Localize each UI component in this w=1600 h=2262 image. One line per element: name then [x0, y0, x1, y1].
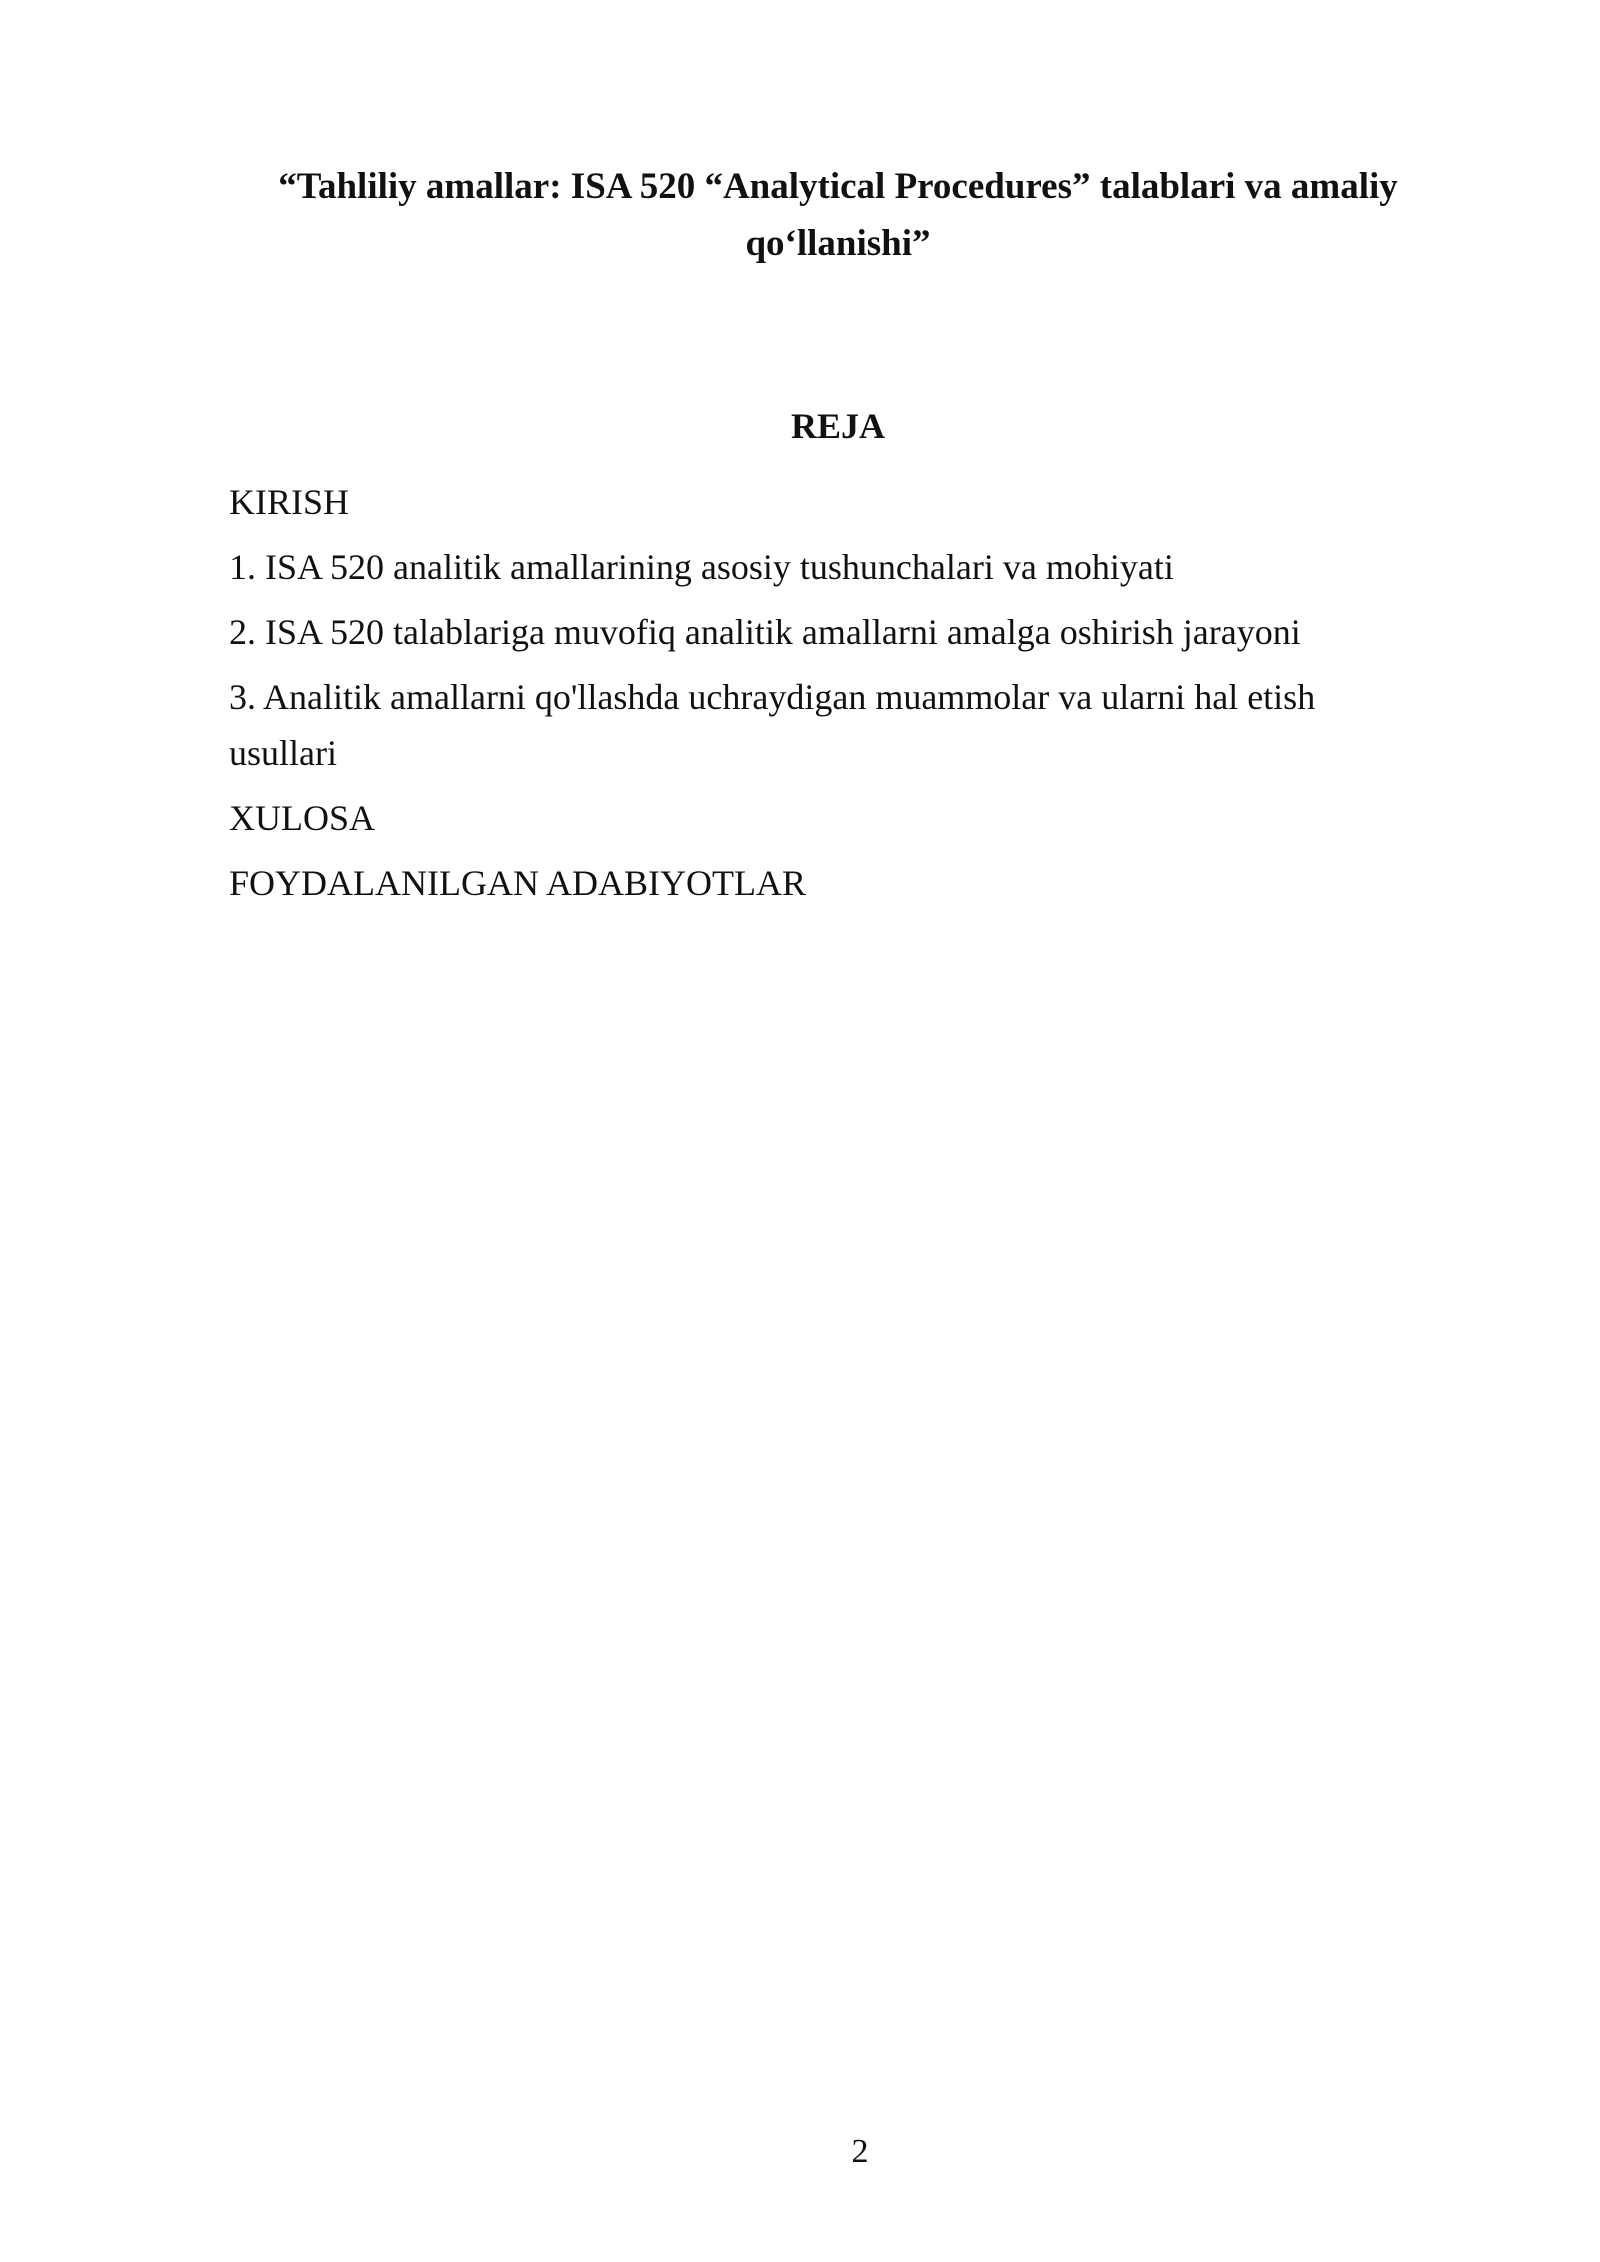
plan-item-references: FOYDALANILGAN ADABIYOTLAR [229, 863, 806, 903]
plan-heading: REJA [790, 406, 885, 446]
plan-item-introduction: KIRISH [229, 482, 350, 522]
plan-item-conclusion: XULOSA [229, 798, 376, 838]
plan-list [229, 474, 1429, 920]
document-title: “Tahliliy amallar: ISA 520 “Analytical Procedures” talablari va amaliy qo‘llanishi” [278, 166, 1398, 264]
plan-item-chapter-3: 3. Analitik amallarni qo'llashda uchraydigan muammolar va ularni hal etish usullari [229, 677, 1316, 773]
page-number: 2 [851, 2133, 869, 2170]
plan-item-chapter-1: 1. ISA 520 analitik amallarining asosiy tushunchalari va mohiyati [229, 547, 1174, 587]
plan-item-chapter-2: 2. ISA 520 talablariga muvofiq analitik amallarni amalga oshirish jarayoni [229, 612, 1301, 652]
